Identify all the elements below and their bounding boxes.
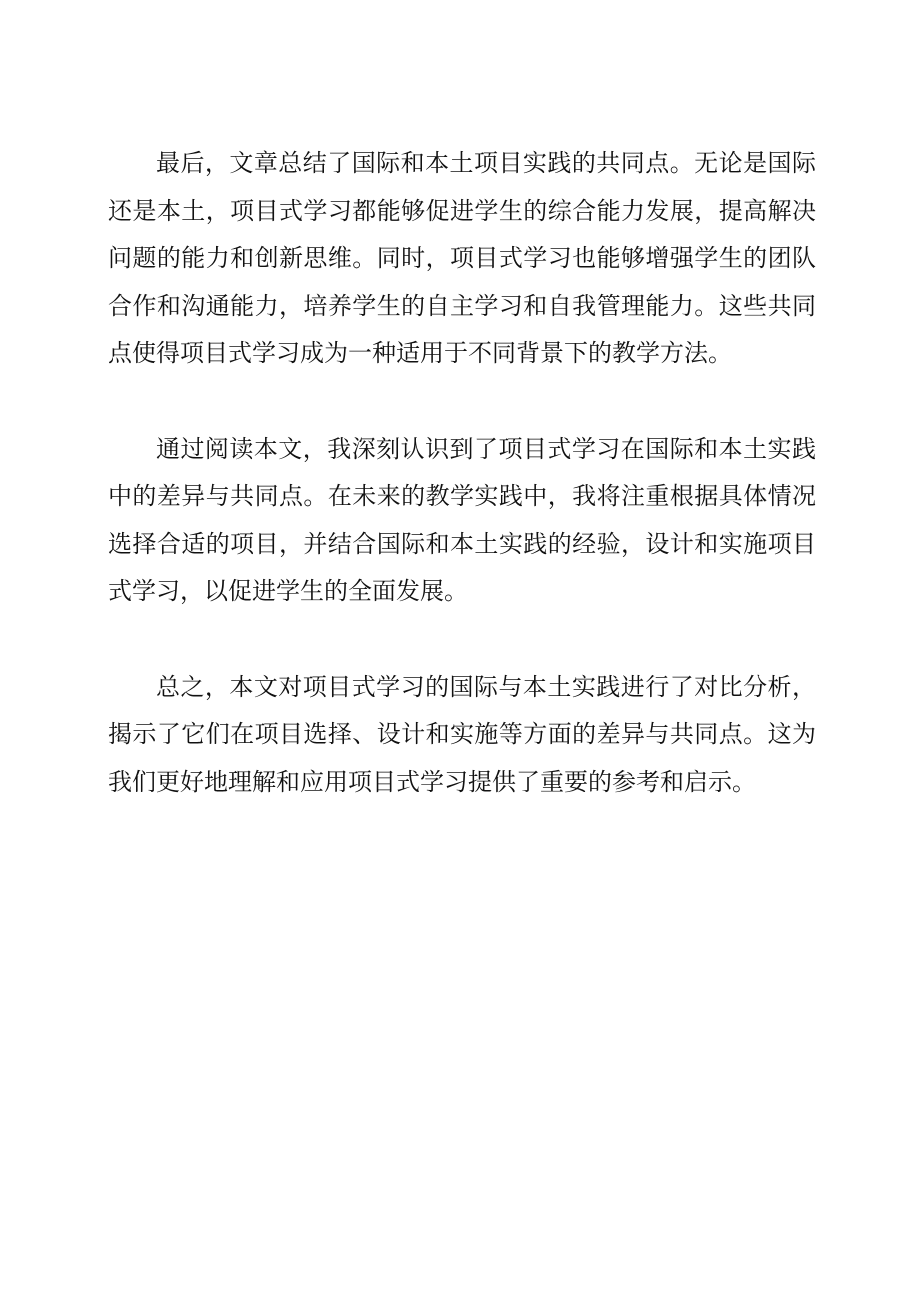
paragraph-commonalities: 最后，文章总结了国际和本土项目实践的共同点。无论是国际还是本土，项目式学习都能够促进学生的综合能力发展，提高解决问题的能力和创新思维。同时，项目式学习也能够增强学生的团队合作和沟通能力，培养学生的自主学习和自我管理能力。这些共同点使得项目式学习成为一种适用于不同背景下的教学方法。 <box>108 149 816 367</box>
paragraph-conclusion: 总之，本文对项目式学习的国际与本土实践进行了对比分析，揭示了它们在项目选择、设计和实施等方面的差异与共同点。这为我们更好地理解和应用项目式学习提供了重要的参考和启示。 <box>108 672 816 796</box>
document-body <box>108 140 816 806</box>
paragraph-reflection: 通过阅读本文，我深刻认识到了项目式学习在国际和本土实践中的差异与共同点。在未来的教学实践中，我将注重根据具体情况选择合适的项目，并结合国际和本土实践的经验，设计和实施项目式学习，以促进学生的全面发展。 <box>108 434 816 605</box>
